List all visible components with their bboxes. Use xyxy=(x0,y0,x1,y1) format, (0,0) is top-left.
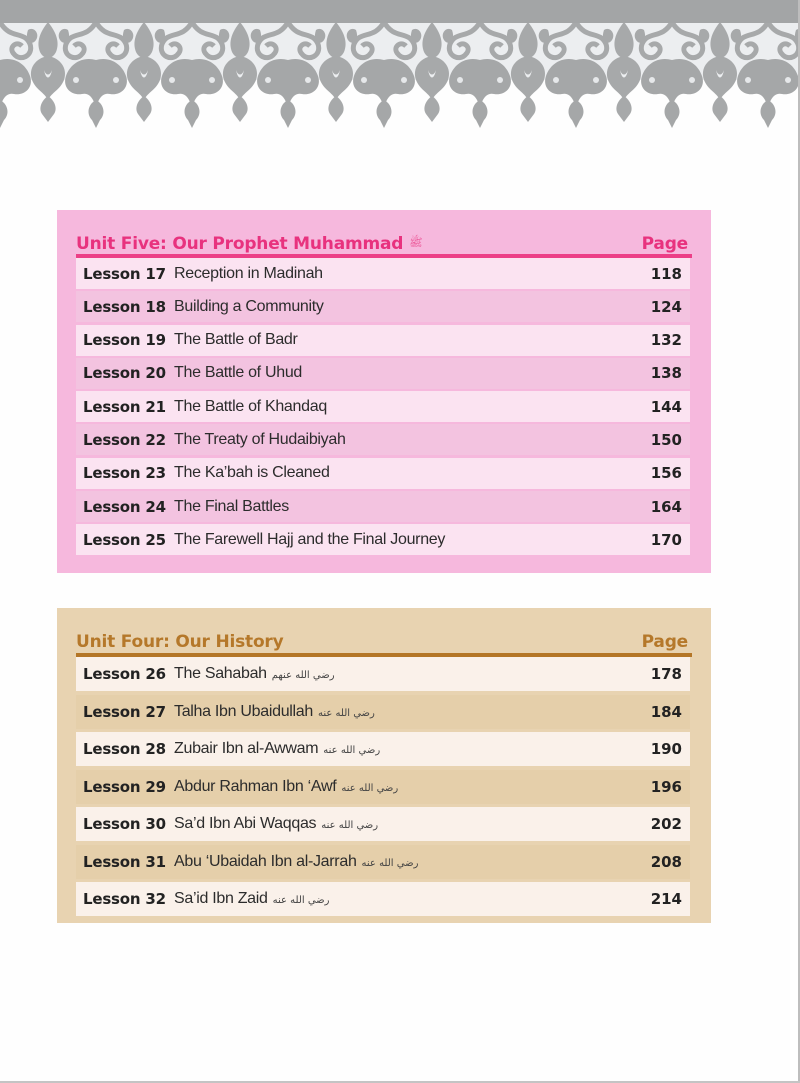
unit-title-group xyxy=(76,632,284,652)
lesson-title: The Farewell Hajj and the Final Journey xyxy=(174,530,446,548)
unit-header xyxy=(76,222,692,254)
honorific-icon: رضي الله عنه xyxy=(321,820,379,831)
lesson-page: 118 xyxy=(650,264,682,283)
lesson-page: 138 xyxy=(650,364,682,383)
lesson-title: The Final Battles xyxy=(174,497,289,515)
lesson-number: Lesson 22 xyxy=(83,430,166,449)
unit-header xyxy=(76,620,692,652)
lesson-number: Lesson 26 xyxy=(83,665,166,683)
lesson-row-21[interactable] xyxy=(76,391,690,422)
lesson-title-text: Talha Ibn Ubaidullah xyxy=(174,702,313,720)
lesson-title xyxy=(174,890,651,908)
lesson-row-22[interactable] xyxy=(76,424,690,455)
unit-title: Unit Four: Our History xyxy=(76,632,284,652)
lesson-row-29[interactable] xyxy=(76,770,690,804)
lesson-number: Lesson 30 xyxy=(83,815,166,833)
lesson-number: Lesson 23 xyxy=(83,464,166,483)
lesson-number: Lesson 32 xyxy=(83,890,166,908)
lesson-row-25[interactable] xyxy=(76,524,690,555)
lesson-number: Lesson 29 xyxy=(83,777,166,796)
lesson-title-text: Abdur Rahman Ibn ‘Awf xyxy=(174,777,337,795)
unit-title-group xyxy=(76,234,423,254)
honorific-icon: رضي الله عنه xyxy=(341,782,399,794)
lesson-row-27[interactable] xyxy=(76,695,690,729)
lesson-title: The Battle of Badr xyxy=(174,331,298,349)
lesson-page: 170 xyxy=(650,530,682,549)
lesson-page: 208 xyxy=(650,852,682,871)
unit-five-section xyxy=(57,210,711,573)
lesson-page: 164 xyxy=(650,497,682,516)
lesson-row-18[interactable] xyxy=(76,291,690,322)
lesson-number: Lesson 18 xyxy=(83,297,166,316)
lesson-number: Lesson 19 xyxy=(83,331,166,350)
lesson-title-text: Sa’d Ibn Abi Waqqas xyxy=(174,815,317,832)
lesson-title-text: The Sahabah xyxy=(174,665,267,682)
lesson-title xyxy=(174,740,651,758)
lesson-page: 190 xyxy=(650,740,682,758)
lesson-row-31[interactable] xyxy=(76,845,690,879)
lesson-title xyxy=(174,665,651,683)
lesson-row-17[interactable] xyxy=(76,258,690,289)
lesson-number: Lesson 24 xyxy=(83,497,166,516)
lesson-row-19[interactable] xyxy=(76,325,690,356)
lesson-title-text: Sa’id Ibn Zaid xyxy=(174,890,268,907)
lesson-title: The Ka’bah is Cleaned xyxy=(174,464,330,482)
honorific-icon: رضي الله عنه xyxy=(323,745,381,756)
lesson-title xyxy=(174,703,651,721)
page-column-label: Page xyxy=(641,234,688,254)
lesson-row-20[interactable] xyxy=(76,358,690,389)
lesson-row-32[interactable] xyxy=(76,882,690,916)
unit-title: Unit Five: Our Prophet Muhammad xyxy=(76,234,404,254)
salawat-icon: ﷺ xyxy=(409,236,423,249)
lesson-page: 202 xyxy=(650,815,682,833)
page-column-label: Page xyxy=(641,632,688,652)
lesson-title: The Battle of Uhud xyxy=(174,364,303,382)
lesson-number: Lesson 27 xyxy=(83,702,166,721)
lesson-number: Lesson 31 xyxy=(83,852,166,871)
lesson-title xyxy=(174,815,651,833)
lesson-title: Reception in Madinah xyxy=(174,264,323,282)
lesson-row-28[interactable] xyxy=(76,732,690,766)
lesson-title: The Treaty of Hudaibiyah xyxy=(174,430,346,448)
lesson-title xyxy=(174,853,651,871)
lesson-page: 178 xyxy=(650,665,682,683)
lesson-number: Lesson 21 xyxy=(83,397,166,416)
lesson-number: Lesson 28 xyxy=(83,740,166,758)
lesson-title xyxy=(174,778,651,796)
honorific-icon: رضي الله عنهم xyxy=(271,670,335,681)
lesson-title-text: Zubair Ibn al-Awwam xyxy=(174,740,319,757)
lesson-number: Lesson 25 xyxy=(83,530,166,549)
lesson-page: 196 xyxy=(650,777,682,796)
lesson-title-text: Abu ‘Ubaidah Ibn al-Jarrah xyxy=(174,852,357,870)
lesson-list xyxy=(76,258,690,558)
lesson-page: 156 xyxy=(650,464,682,483)
honorific-icon: رضي الله عنه xyxy=(318,707,375,719)
ornamental-border xyxy=(0,0,800,135)
lesson-row-30[interactable] xyxy=(76,807,690,841)
lesson-list xyxy=(76,657,690,920)
lesson-title: Building a Community xyxy=(174,297,324,315)
honorific-icon: رضي الله عنه xyxy=(361,857,419,869)
unit-four-section xyxy=(57,608,711,923)
lesson-row-23[interactable] xyxy=(76,458,690,489)
lesson-page: 150 xyxy=(650,430,682,449)
lesson-page: 214 xyxy=(650,890,682,908)
lesson-number: Lesson 20 xyxy=(83,364,166,383)
lesson-row-24[interactable] xyxy=(76,491,690,522)
lesson-page: 144 xyxy=(650,397,682,416)
lesson-page: 132 xyxy=(650,331,682,350)
lesson-title: The Battle of Khandaq xyxy=(174,397,327,415)
lesson-page: 184 xyxy=(650,702,682,721)
honorific-icon: رضي الله عنه xyxy=(272,895,330,906)
lesson-number: Lesson 17 xyxy=(83,264,166,283)
lesson-page: 124 xyxy=(650,297,682,316)
lesson-row-26[interactable] xyxy=(76,657,690,691)
